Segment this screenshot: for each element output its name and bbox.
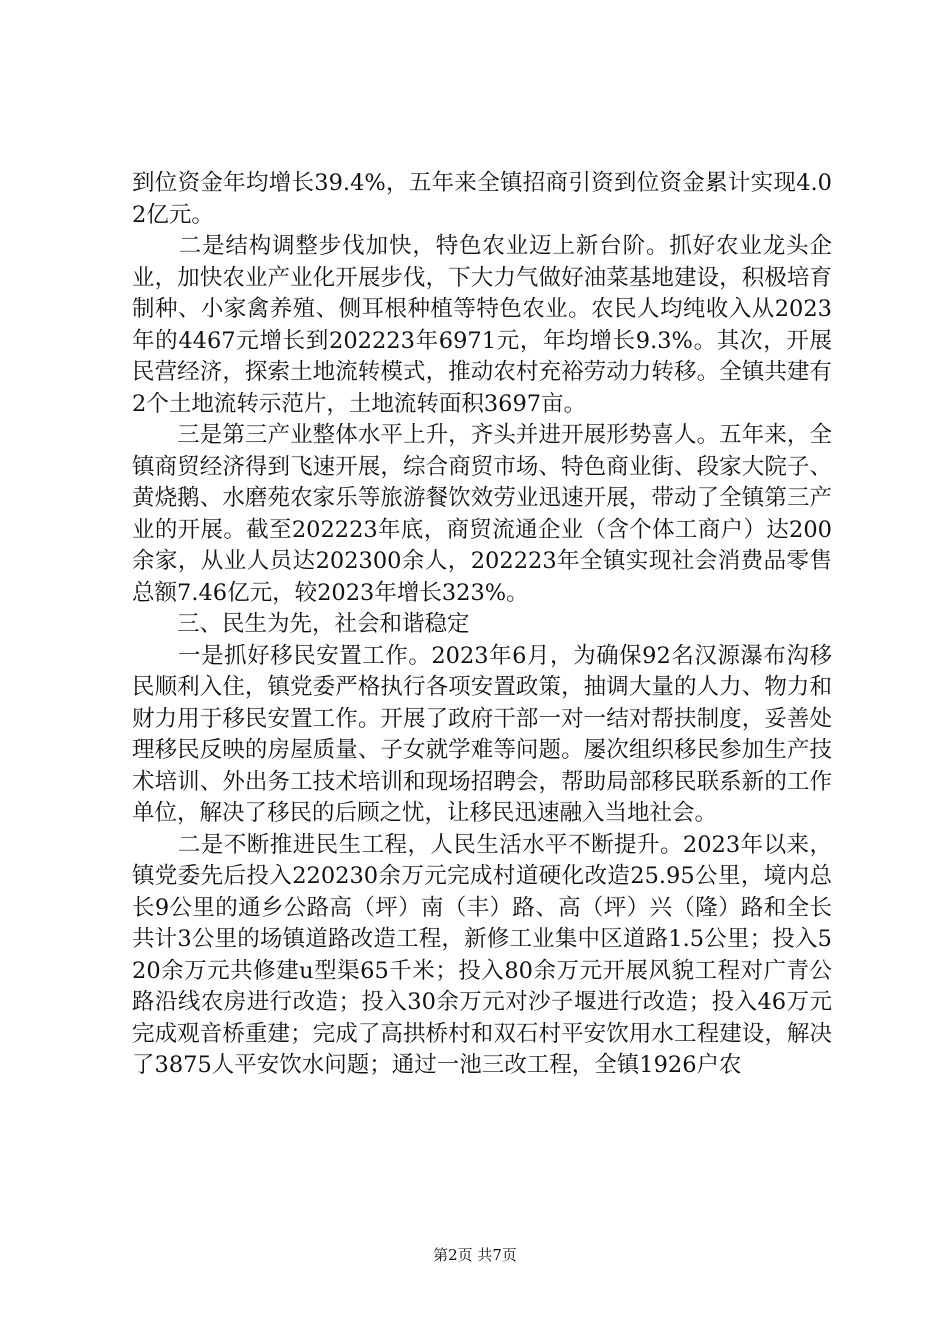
paragraph-continuation: 到位资金年均增长39.4%，五年来全镇招商引资到位资金累计实现4.02亿元。	[132, 170, 832, 228]
document-body	[132, 168, 832, 1082]
paragraph-resettlement: 一是抓好移民安置工作。2023年6月，为确保92名汉源瀑布沟移民顺利入住，镇党委严格执行各项安置政策，抽调大量的人力、物力和财力用于移民安置工作。开展了政府干部一对一结对帮扶制度，妥善处理移民反映的房屋质量、子女就学难等问题。屡次组织移民参加生产技术培训、外出务工技术培训和现场招聘会，帮助局部移民联系新的工作单位，解决了移民的后顾之忧，让移民迅速融入当地社会。	[132, 642, 832, 826]
paragraph-livelihood-projects: 二是不断推进民生工程，人民生活水平不断提升。2023年以来，镇党委先后投入220230余万元完成村道硬化改造25.95公里，境内总长9公里的通乡公路高（坪）南（丰）路、高（坪）兴（隆）路和全长共计3公里的场镇道路改造工程，新修工业集中区道路1.5公里；投入520余万元共修建u型渠65千米；投入80余万元开展风貌工程对广青公路沿线农房进行改造；投入30余万元对沙子堰进行改造；投入46万元完成观音桥重建；完成了高拱桥村和双石村平安饮用水工程建设，解决了3875人平安饮水问题；通过一池三改工程，全镇1926户农	[132, 831, 832, 1078]
section-heading-livelihood: 三、民生为先，社会和谐稳定	[132, 611, 470, 637]
paragraph-agriculture: 二是结构调整步伐加快，特色农业迈上新台阶。抓好农业龙头企业，加快农业产业化开展步伐，下大力气做好油菜基地建设，积极培育制种、小家禽养殖、侧耳根种植等特色农业。农民人均纯收入从2023年的4467元增长到202223年6971元，年均增长9.3%。其次，开展民营经济，探索土地流转模式，推动农村充裕劳动力转移。全镇共建有2个土地流转示范片，土地流转面积3697亩。	[132, 233, 832, 417]
page-footer: 第2页 共7页	[433, 1246, 517, 1264]
paragraph-tertiary-industry: 三是第三产业整体水平上升，齐头并进开展形势喜人。五年来，全镇商贸经济得到飞速开展，综合商贸市场、特色商业街、段家大院子、黄烧鹅、水磨苑农家乐等旅游餐饮效劳业迅速开展，带动了全镇第三产业的开展。截至202223年底，商贸流通企业（含个体工商户）达200余家，从业人员达202300余人，202223年全镇实现社会消费品零售总额7.46亿元，较2023年增长323%。	[132, 422, 832, 606]
